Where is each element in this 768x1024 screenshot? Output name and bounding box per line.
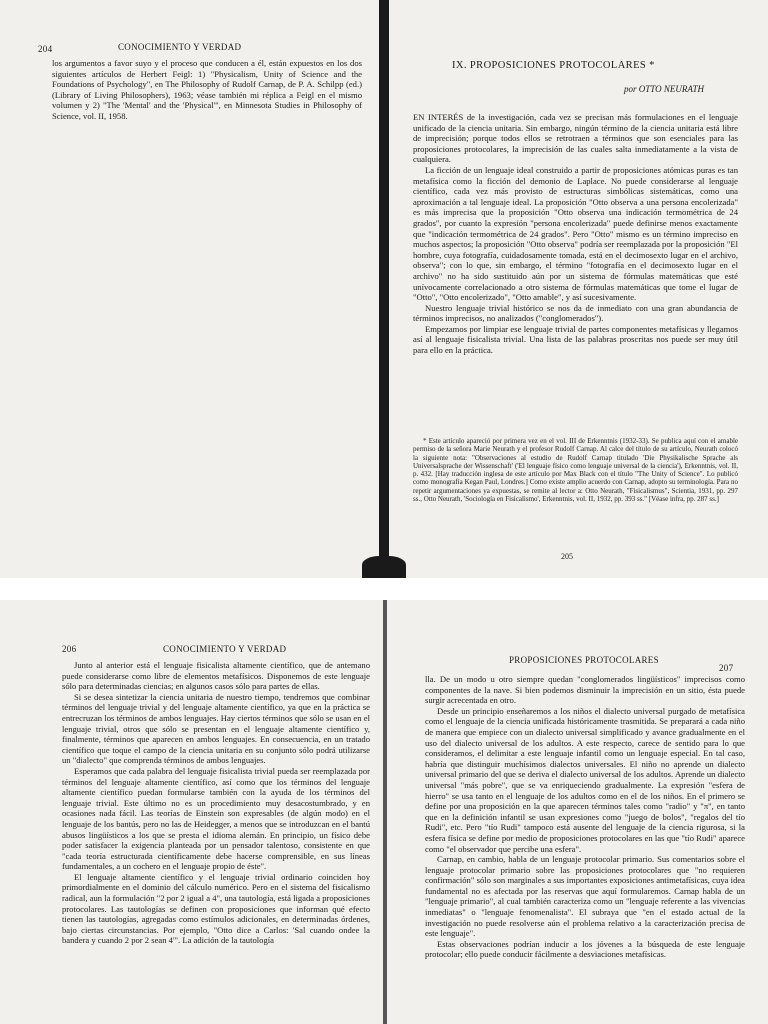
paragraph: Esperamos que cada palabra del lenguaje fisicalista trivial pueda ser reemplazada por términos del lenguaje altamente científico, así como que los términos del lenguaje altamente científico puedan formularse también con la ayuda de los términos del lenguaje trivial. Este último no es un procedimiento muy desacostumbrado, y en ocasiones nada fácil. Las teorías de Einstein son expresables (de algún modo) en el lenguaje de los bantús, pero no las de Heidegger, a menos que se introduzcan en el bantú abusos lingüísticos a los que se presta el idioma alemán. En principio, un físico debe poder satisfacer la exigencia planteada por un pensador talentoso, consistente en que "cada teoría estructurada científicamente debe hacerse comprensible, en sus líneas fundamentales, a un cochero en el lenguaje propio de éste". — [62, 765, 370, 872]
page-number: 205 — [561, 552, 573, 561]
paragraph: El lenguaje altamente científico y el lenguaje trivial ordinario coinciden hoy primordialmente en el dominio del cálculo numérico. Pero en el sistema del fisicalismo radical, aun la formulación "2 por 2 igual a 4", una tautología, está ligada a proposiciones protocolares. Las tautologías se definen con proposiciones que informan qué efecto tienen las tautologías, agregadas como estímulos adicionales, en determinadas órdenes, bajo ciertas circunstancias. Por ejemplo, "Otto dice a Carlos: 'Sal cuando ondee la bandera y cuando 2 por 2 sean 4'". La adición de la tautología — [62, 871, 370, 946]
footnote — [413, 437, 738, 503]
paragraph: La ficción de un lenguaje ideal construido a partir de proposiciones atómicas puras es tan metafísica como la ficción del demonio de Laplace. No puede considerarse al lenguaje científico, cada vez más provisto de estructuras simbólicas sistemáticas, como una aproximación a tal lenguaje ideal. La proposición "Otto observa a una persona encolerizada" es más imprecisa que la proposición "Otto observa una indicación termométrica de 24 grados", por cuanto la expresión "persona encolerizada" puede definirse menos exactamente que "indicación termométrica de 24 grados". Pero "Otto" mismo es un término impreciso en muchos aspectos; la proposición "Otto observa" podría ser reemplazada por la proposición "El hombre, cuya fotografía, cuidadosamente tomada, está en el decimosexto lugar en el archivo, observa"; con lo que, sin embargo, el término "fotografía en el decimosexto lugar en el archivo" no ha sido sustituido aún por un sistema de fórmulas matemáticas que esté unívocamente correlacionado a otro sistema de fórmulas matemáticas que tome el lugar de "Otto", "Otto encolerizado", "Otto amable", y así sucesivamente. — [413, 164, 738, 303]
page-205 — [389, 0, 768, 578]
book-gutter — [379, 0, 389, 578]
paragraph: los argumentos a favor suyo y el proceso que conducen a él, están expuestos en los dos siguientes artículos de Herbert Feigl: 1) "Physicalism, Unity of Science and the Foundations of Psychology", en The Philosophy of Rudolf Carnap, de P. A. Schilpp (ed.) (Library of Living Philosophers), 1963; véase también mi réplica a Feigl en el mismo volumen y 2) "The 'Mental' and the 'Physical'", en Minnesota Studies in Philosophy of Science, vol. II, 1958. — [52, 58, 362, 121]
paragraph: lla. De un modo u otro siempre quedan "conglomerados lingüísticos" imprecisos como componentes de la nave. Si bien podemos disminuir la imprecisión en un sitio, ésta puede surgir acrecentada en otro. — [425, 674, 745, 706]
running-head: PROPOSICIONES PROTOCOLARES — [509, 655, 659, 665]
page-207 — [387, 600, 768, 1024]
paragraph: Desde un principio enseñaremos a los niños el dialecto universal purgado de metafísica como el lenguaje de la ciencia unificada históricamente trasmitida. Se preparará a cada niño de manera que empiece con un dialecto universal simplificado y avance gradualmente en el uso del dialecto universal de los adultos. A este respecto, carece de sentido para lo que consideramos, el delimitar a este lenguaje infantil como un lenguaje especial. En tal caso, habría que distinguir muchísimos dialectos universales. El niño no aprende un dialecto universal primario del que se deriva el dialecto universal de los adultos. Aprende un dialecto universal "más pobre", que se va enriqueciendo gradualmente. La expresión "esfera de hierro" se usa tanto en el lenguaje de los adultos como en el de los niños. En el primero se define por una proposición en la que aparecen términos tales como "radio" y "π", en tanto que en la definición infantil se usan expresiones como "juego de bolos", "regalos del tío Rudi", etc. Pero "tío Rudi" tampoco está ausente del lenguaje de la ciencia rigurosa, si la esfera física se define por medio de proposiciones protocolares en las que "tío Rudi" aparece como "el observador que percibe una esfera". — [425, 705, 745, 854]
running-head: CONOCIMIENTO Y VERDAD — [118, 42, 242, 52]
paragraph: Carnap, en cambio, habla de un lenguaje protocolar primario. Sus comentarios sobre el lenguaje protocolar primario sobre las proposiciones protocolares que "no requieren confirmación" sólo son marginales a sus importantes exposiciones antimetafísicas, cuya idea fundamental no es afectada por las reservas que aquí formularemos. Carnap habla de un "lenguaje primario", al cual también caracteriza como un "lenguaje referente a las vivencias inmediatas" o "lenguaje fenomenalista". El subraya que "en el estado actual de la investigación no puede resolverse aún el problema relativo a la caracterización precisa de este lenguaje". — [425, 854, 745, 939]
chapter-title: IX. PROPOSICIONES PROTOCOLARES * — [452, 60, 655, 71]
paragraph: EN INTERÉS de la investigación, cada vez se precisan más formulaciones en el lenguaje unificado de la ciencia unitaria. Sin embargo, ningún término de la ciencia unitaria está libre de imprecisión; porque todos ellos se retrotraen a términos que son esenciales para las proposiciones protocolares, la imprecisión de las cuales salta inmediatamente a la vista de cualquiera. — [413, 112, 738, 165]
page-206 — [0, 600, 383, 1024]
page-number: 206 — [62, 644, 77, 654]
footnote-text: * Este artículo apareció por primera vez en el vol. III de Erkenntnis (1932-33). Se publica aquí con el amable permiso de la señora Marie Neurath y el profesor Rudolf Carnap. Al calce del título de su artículo, Neurath colocó la siguiente nota: "Observaciones al estudio de Rudolf Carnap titulado 'Die Physikalische Sprache als Universalsprache der Wissenschaft' ('El lenguaje físico como lenguaje universal de la ciencia'), Erkenntnis, vol. II, p. 432. [Hay traducción inglesa de este artículo por Max Black con el título "The Unity of Science". Lo publicó como monografía Kegan Paul, Londres.] Como existe amplio acuerdo con Carnap, adopto su terminología. Para no repetir argumentaciones ya expuestas, se remite al lector a: Otto Neurath, "Fisicalismus", Scientia, 1931, pp. 297 ss., Otto Neurath, 'Sociología en Fisicalismo', Erkenntnis, vol. II, 1932, pp. 393 ss." [Véase infra, pp. 287 ss.] — [413, 437, 738, 504]
body-text — [425, 674, 745, 960]
body-text — [62, 660, 370, 946]
chapter-author: por OTTO NEURATH — [624, 84, 705, 94]
running-head: CONOCIMIENTO Y VERDAD — [163, 644, 287, 654]
page-number: 207 — [719, 663, 734, 673]
bottom-spread — [0, 600, 768, 1024]
paragraph: Nuestro lenguaje trivial histórico se nos da de inmediato con una gran abundancia de términos imprecisos, no analizados ("conglomerados"). — [413, 302, 738, 324]
paragraph: Si se desea sintetizar la ciencia unitaria de nuestro tiempo, tendremos que combinar términos del lenguaje trivial y del lenguaje altamente científico, ya que en la práctica se entrecruzan los términos de ambos lenguajes. Hay ciertos términos que sólo se usan en el lenguaje trivial, otros que sólo se presentan en el lenguaje altamente científico y, finalmente, términos que aparecen en ambos lenguajes. En consecuencia, en un tratado científico que toque el campo de la ciencia unitaria en su conjunto sólo podrá utilizarse un "dialecto" que comprenda términos de ambos lenguajes. — [62, 691, 370, 766]
body-text — [52, 58, 362, 122]
page-number: 204 — [38, 44, 53, 54]
body-text — [413, 112, 738, 356]
paragraph: Junto al anterior está el lenguaje fisicalista altamente científico, que de antemano puede considerarse como libre de elementos metafísicos. Disponemos de este lenguaje sólo para determinadas ciencias; en algunos casos sólo para partes de ellas. — [62, 660, 370, 692]
page-204 — [0, 0, 379, 578]
paragraph: Empezamos por limpiar ese lenguaje trivial de partes componentes metafísicas y llegamos así al lenguaje fisicalista trivial. Una lista de las palabras proscritas nos puede ser muy útil para ello en la práctica. — [413, 323, 738, 356]
paragraph: Estas observaciones podrían inducir a los jóvenes a la búsqueda de este lenguaje protocolar; ello puede conducir fácilmente a desviaciones metafísicas. — [425, 938, 745, 960]
